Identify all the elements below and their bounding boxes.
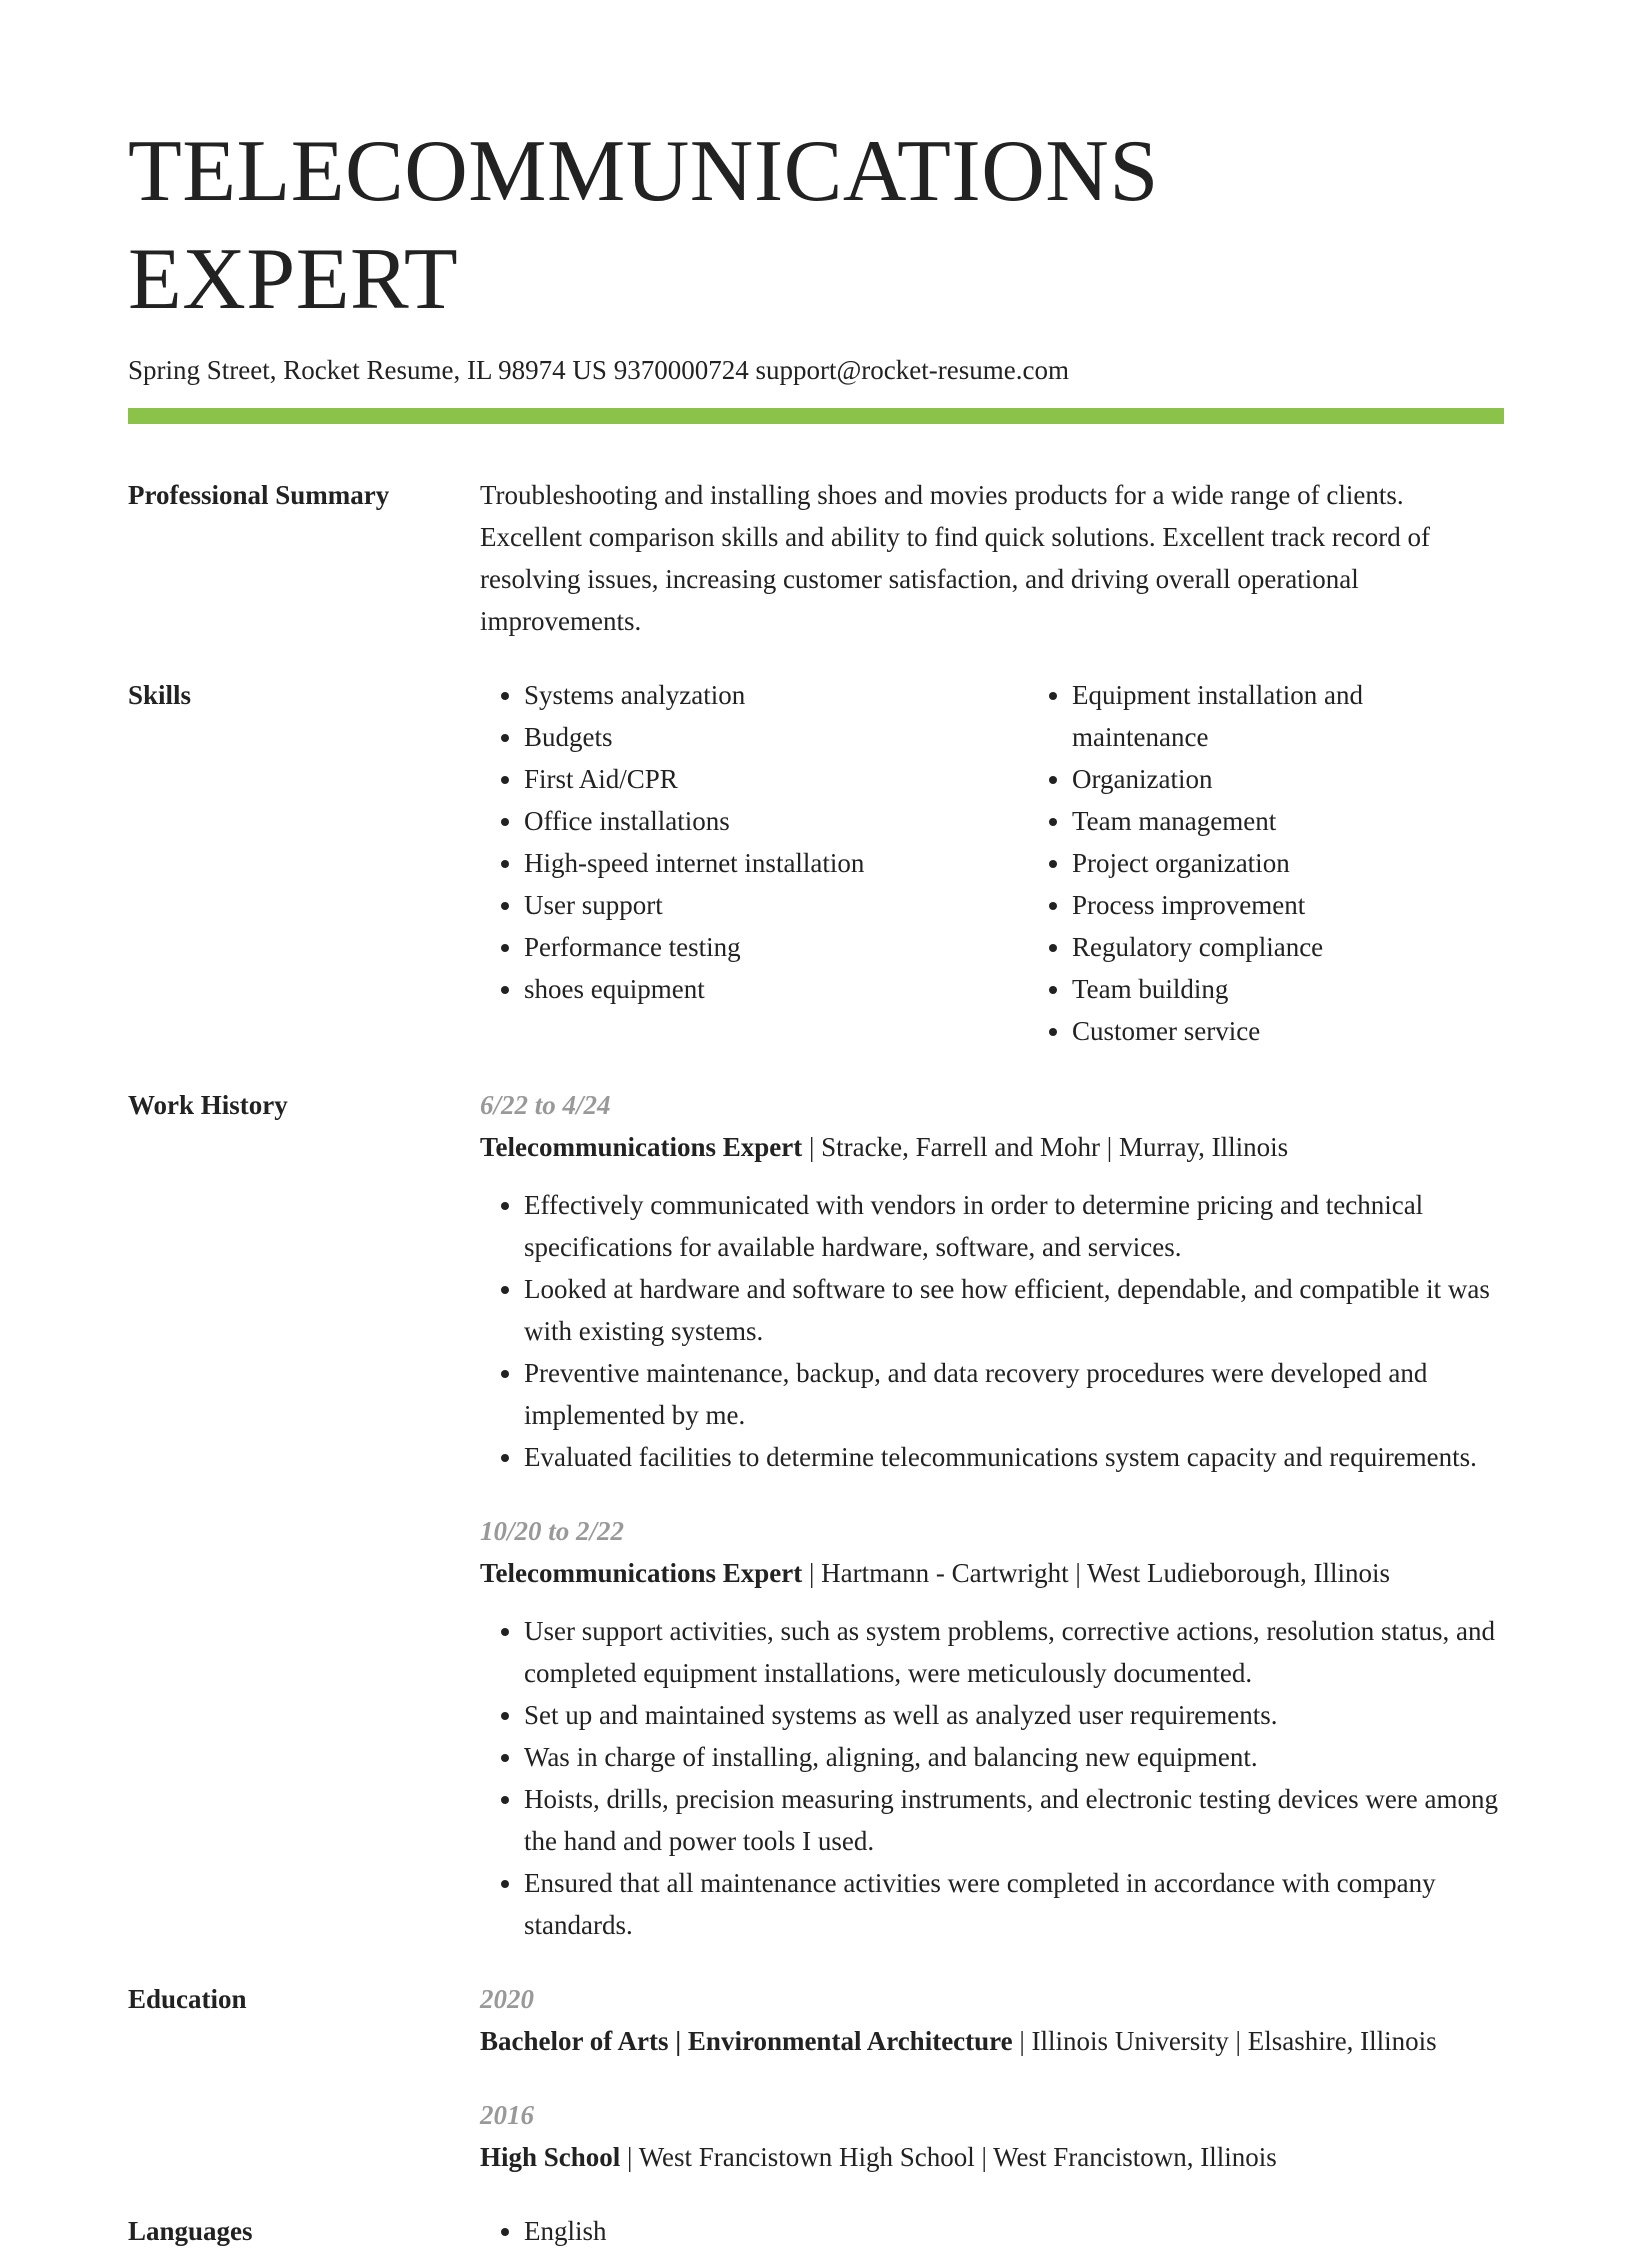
job-bullet: • User support activities, such as system problems, corrective actions, resolution status, and completed equipment installations, were meticulously documented. xyxy=(524,1610,1504,1694)
job-bullet: • Hoists, drills, precision measuring instruments, and electronic testing devices were among the hand and power tools I used. xyxy=(524,1778,1504,1862)
skill-item: • User support xyxy=(524,884,1028,926)
job-bullets xyxy=(480,1184,1504,1478)
job-bullet: • Was in charge of installing, aligning, and balancing new equipment. xyxy=(524,1736,1504,1778)
job-entry xyxy=(480,1510,1504,1946)
skill-item: • Project organization xyxy=(1072,842,1504,884)
job-dates: 6/22 to 4/24 xyxy=(480,1090,611,1120)
work-entries xyxy=(480,1084,1504,1946)
skill-item: • Systems analyzation xyxy=(524,674,1028,716)
job-title: Telecommunications Expert xyxy=(480,1558,803,1588)
languages-list xyxy=(480,2210,1504,2252)
accent-divider xyxy=(128,408,1504,424)
job-bullet: • Looked at hardware and software to see how efficient, dependable, and compatible it was with existing systems. xyxy=(524,1268,1504,1352)
skills-columns xyxy=(480,674,1504,1052)
education-entry xyxy=(480,1978,1504,2062)
job-details: | Stracke, Farrell and Mohr | Murray, Illinois xyxy=(802,1132,1289,1162)
job-details: | Hartmann - Cartwright | West Ludieborough, Illinois xyxy=(802,1558,1391,1588)
skills-section xyxy=(128,674,1504,1052)
education-section xyxy=(128,1978,1504,2178)
skill-item: • shoes equipment xyxy=(524,968,1028,1010)
education-entry xyxy=(480,2094,1504,2178)
language-item: • English xyxy=(524,2210,1504,2252)
job-bullet: • Ensured that all maintenance activities were completed in accordance with company standards. xyxy=(524,1862,1504,1946)
education-year: 2016 xyxy=(480,2100,534,2130)
languages-section xyxy=(128,2210,1504,2252)
education-degree: High School xyxy=(480,2142,621,2172)
job-bullet: • Evaluated facilities to determine telecommunications system capacity and requirements. xyxy=(524,1436,1504,1478)
skill-item: • Budgets xyxy=(524,716,1028,758)
job-bullet: • Effectively communicated with vendors in order to determine pricing and technical specifications for available hardware, software, and services. xyxy=(524,1184,1504,1268)
skill-item: • Customer service xyxy=(1072,1010,1504,1052)
skill-item: • Process improvement xyxy=(1072,884,1504,926)
job-heading xyxy=(480,1126,1504,1168)
job-bullets xyxy=(480,1610,1504,1946)
job-heading xyxy=(480,1552,1504,1594)
education-year: 2020 xyxy=(480,1984,534,2014)
skill-item: • Equipment installation and maintenance xyxy=(1072,674,1504,758)
section-label-summary: Professional Summary xyxy=(128,480,390,510)
work-history-section xyxy=(128,1084,1504,1946)
languages-body xyxy=(480,2210,1504,2252)
skill-item: • High-speed internet installation xyxy=(524,842,1028,884)
resume-title: TELECOMMUNICATIONS EXPERT xyxy=(128,123,1159,328)
contact-info: Spring Street, Rocket Resume, IL 98974 US 9370000724 support@rocket-resume.com xyxy=(128,355,1069,385)
skill-item: • Office installations xyxy=(524,800,1028,842)
summary-text: Troubleshooting and installing shoes and movies products for a wide range of clients. Excellent comparison skills and ability to find quick solutions. Excellent track record of resolving issues, increasing customer satisfaction, and driving overall operational improvements. xyxy=(480,480,1431,636)
job-title: Telecommunications Expert xyxy=(480,1132,803,1162)
job-entry xyxy=(480,1084,1504,1478)
skill-item: • Team building xyxy=(1072,968,1504,1010)
section-label-languages: Languages xyxy=(128,2216,253,2246)
section-label-education: Education xyxy=(128,1984,247,2014)
skill-item: • Regulatory compliance xyxy=(1072,926,1504,968)
education-heading xyxy=(480,2020,1504,2062)
education-entries xyxy=(480,1978,1504,2178)
job-bullet: • Set up and maintained systems as well as analyzed user requirements. xyxy=(524,1694,1504,1736)
skills-list-right xyxy=(1028,674,1504,1052)
job-dates: 10/20 to 2/22 xyxy=(480,1516,625,1546)
summary-section xyxy=(128,474,1504,642)
education-degree: Bachelor of Arts | Environmental Architecture xyxy=(480,2026,1013,2056)
education-details: | Illinois University | Elsashire, Illinois xyxy=(1012,2026,1437,2056)
section-label-work: Work History xyxy=(128,1090,288,1120)
section-label-skills: Skills xyxy=(128,680,192,710)
skills-list-left xyxy=(480,674,1028,1052)
skill-item: • Performance testing xyxy=(524,926,1028,968)
skill-item: • First Aid/CPR xyxy=(524,758,1028,800)
job-bullet: • Preventive maintenance, backup, and data recovery procedures were developed and implemented by me. xyxy=(524,1352,1504,1436)
education-details: | West Francistown High School | West Francistown, Illinois xyxy=(620,2142,1277,2172)
skill-item: • Organization xyxy=(1072,758,1504,800)
education-heading xyxy=(480,2136,1504,2178)
skill-item: • Team management xyxy=(1072,800,1504,842)
